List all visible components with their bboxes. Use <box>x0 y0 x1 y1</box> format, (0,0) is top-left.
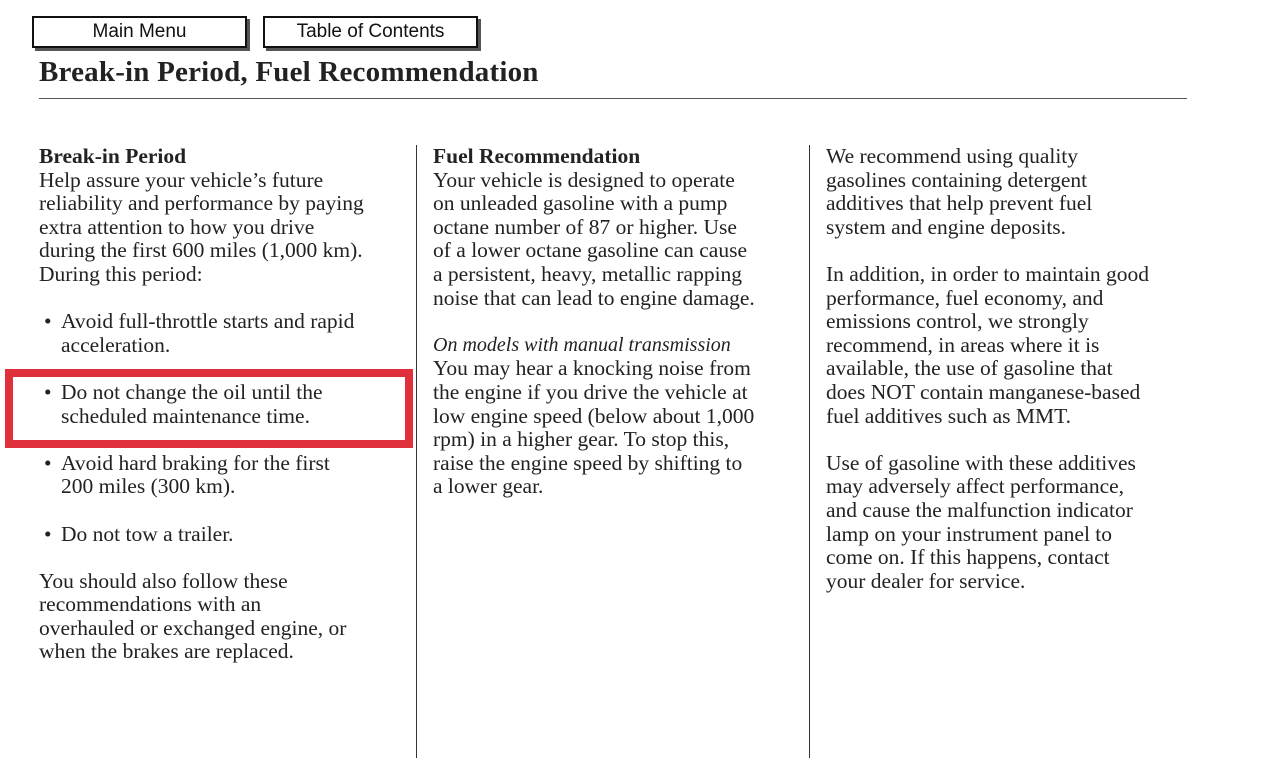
text-line: rpm) in a higher gear. To stop this, <box>433 427 730 452</box>
manual-transmission-note: On models with manual transmission <box>433 333 731 356</box>
text-line: scheduled maintenance time. <box>61 403 310 428</box>
bullet-dot-icon: • <box>44 521 52 546</box>
text-line: In addition, in order to maintain good <box>826 261 1150 286</box>
text-line: Avoid full-throttle starts and rapid <box>61 309 355 334</box>
text-line: emissions control, we strongly <box>826 309 1089 334</box>
column-divider <box>809 145 810 758</box>
text-line: Do not tow a trailer. <box>61 521 234 546</box>
text-line: Help assure your vehicle’s future <box>39 167 324 192</box>
bullet-item-oil-change <box>39 381 409 428</box>
text-line: noise that can lead to engine damage. <box>433 285 755 310</box>
bullet-item-full-throttle <box>39 310 409 357</box>
text-line: when the brakes are replaced. <box>39 639 294 664</box>
text-line: Your vehicle is designed to operate <box>433 167 735 192</box>
text-line: Avoid hard braking for the first <box>61 450 330 475</box>
text-line: 200 miles (300 km). <box>61 474 236 499</box>
text-line: recommendations with an <box>39 592 262 617</box>
text-line: gasolines containing detergent <box>826 167 1088 192</box>
table-of-contents-button[interactable]: Table of Contents <box>263 16 478 48</box>
fuel-intro <box>433 169 803 311</box>
text-line: and cause the malfunction indicator <box>826 497 1133 522</box>
text-line: We recommend using quality <box>826 144 1079 168</box>
break-in-closing <box>39 570 409 664</box>
bullet-item-hard-braking <box>39 452 409 499</box>
text-line: You should also follow these <box>39 568 288 593</box>
bullet-dot-icon: • <box>44 379 52 404</box>
text-line: Do not change the oil until the <box>61 379 323 404</box>
text-line: Use of gasoline with these additives <box>826 450 1136 475</box>
recommend-paragraph-1 <box>826 145 1196 239</box>
text-line: additives that help prevent fuel <box>826 191 1093 216</box>
text-line: does NOT contain manganese-based <box>826 379 1141 404</box>
text-line: available, the use of gasoline that <box>826 356 1113 381</box>
page-title: Break-in Period, Fuel Recommendation <box>39 56 539 88</box>
text-line: acceleration. <box>61 332 171 357</box>
text-line: recommend, in areas where it is <box>826 332 1100 357</box>
text-line: fuel additives such as MMT. <box>826 403 1072 428</box>
text-line: a persistent, heavy, metallic rapping <box>433 261 743 286</box>
break-in-column <box>39 145 409 664</box>
fuel-column <box>433 145 803 499</box>
column-divider <box>416 145 417 758</box>
text-line: system and engine deposits. <box>826 214 1067 239</box>
text-line: raise the engine speed by shifting to <box>433 450 743 475</box>
fuel-heading: Fuel Recommendation <box>433 144 641 168</box>
text-line: of a lower octane gasoline can cause <box>433 238 747 263</box>
text-line: the engine if you drive the vehicle at <box>433 379 748 404</box>
text-line: extra attention to how you drive <box>39 214 315 239</box>
break-in-heading: Break-in Period <box>39 144 187 168</box>
recommend-paragraph-3 <box>826 452 1196 594</box>
recommend-paragraph-2 <box>826 263 1196 428</box>
text-line: during the first 600 miles (1,000 km). <box>39 238 363 263</box>
text-line: a lower gear. <box>433 474 544 499</box>
break-in-intro <box>39 169 409 287</box>
text-line: on unleaded gasoline with a pump <box>433 191 728 216</box>
text-line: low engine speed (below about 1,000 <box>433 403 755 428</box>
text-line: may adversely affect performance, <box>826 474 1125 499</box>
text-line: your dealer for service. <box>826 568 1026 593</box>
title-divider <box>39 98 1187 99</box>
text-line: reliability and performance by paying <box>39 191 364 216</box>
recommendation-column <box>826 145 1196 593</box>
text-line: You may hear a knocking noise from <box>433 356 751 381</box>
text-line: come on. If this happens, contact <box>826 545 1110 570</box>
main-menu-button[interactable]: Main Menu <box>32 16 247 48</box>
text-line: lamp on your instrument panel to <box>826 521 1113 546</box>
text-line: During this period: <box>39 261 203 286</box>
bullet-dot-icon: • <box>44 309 52 334</box>
bullet-dot-icon: • <box>44 450 52 475</box>
manual-transmission-text <box>433 357 803 499</box>
bullet-item-trailer <box>39 523 409 547</box>
text-line: overhauled or exchanged engine, or <box>39 615 347 640</box>
text-line: octane number of 87 or higher. Use <box>433 214 737 239</box>
text-line: performance, fuel economy, and <box>826 285 1104 310</box>
